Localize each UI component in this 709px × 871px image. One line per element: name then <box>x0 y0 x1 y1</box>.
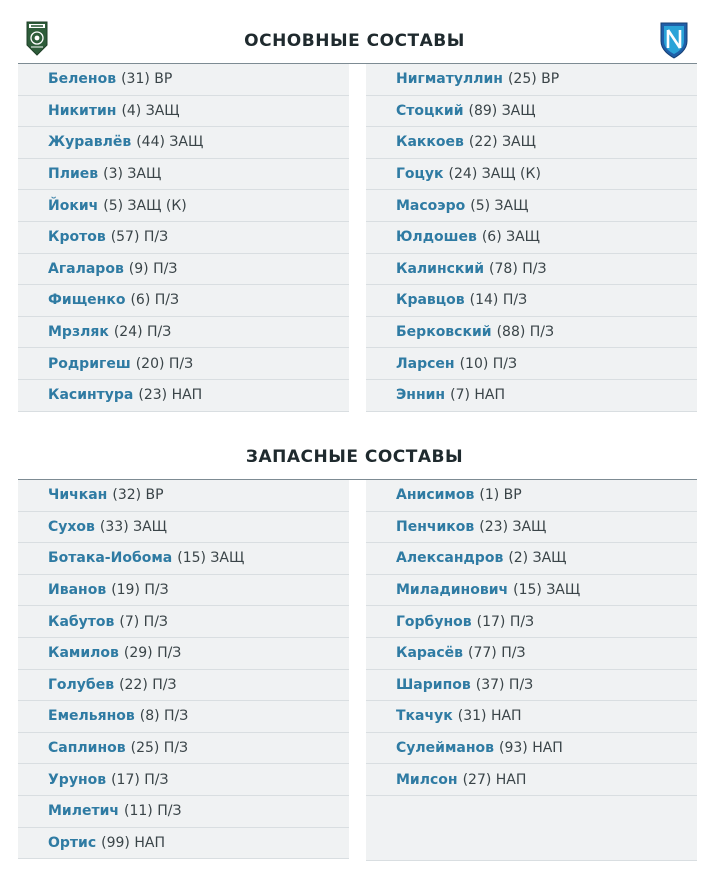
player-number-position: (7) П/З <box>119 613 168 630</box>
player-number-position: (6) ЗАЩ <box>481 229 540 246</box>
player-name[interactable]: Кротов <box>48 229 106 246</box>
player-number-position: (10) П/З <box>459 355 517 372</box>
player-row <box>18 733 349 765</box>
player-name[interactable]: Плиев <box>48 166 99 183</box>
player-row <box>18 380 349 412</box>
player-name[interactable]: Шарипов <box>396 676 471 693</box>
substitutes-away-list <box>366 480 697 861</box>
player-name[interactable]: Емельянов <box>48 708 135 725</box>
player-name[interactable]: Пенчиков <box>396 518 475 535</box>
player-name[interactable]: Чичкан <box>48 487 108 504</box>
player-row <box>366 701 697 733</box>
player-name[interactable]: Карасёв <box>396 645 464 662</box>
player-number-position: (31) НАП <box>457 708 522 725</box>
player-number-position: (93) НАП <box>499 740 563 757</box>
player-number-position: (2) ЗАЩ <box>508 550 567 567</box>
player-number-position: (32) ВР <box>112 487 164 504</box>
player-row <box>366 638 697 670</box>
player-number-position: (22) П/З <box>119 676 177 693</box>
player-row <box>366 670 697 702</box>
player-row <box>366 733 697 765</box>
player-number-position: (4) ЗАЩ <box>121 102 180 119</box>
player-number-position: (20) П/З <box>135 355 194 372</box>
player-name[interactable]: Касинтура <box>48 387 134 404</box>
player-row <box>366 222 697 254</box>
player-number-position: (15) ЗАЩ <box>177 550 245 567</box>
starting-home-list <box>18 64 349 412</box>
player-number-position: (23) НАП <box>138 387 203 404</box>
player-name[interactable]: Беленов <box>48 71 117 88</box>
player-number-position: (1) ВР <box>479 487 522 504</box>
starting-away-list <box>366 64 697 412</box>
player-name[interactable]: Миладинович <box>396 582 509 599</box>
player-name[interactable]: Сулейманов <box>396 740 494 757</box>
player-name[interactable]: Кабутов <box>48 613 115 630</box>
player-number-position: (8) П/З <box>139 708 189 725</box>
player-row <box>18 222 349 254</box>
player-number-position: (88) П/З <box>496 324 555 341</box>
player-number-position: (14) П/З <box>469 292 528 309</box>
player-name[interactable]: Журавлёв <box>48 134 132 151</box>
player-number-position: (24) ЗАЩ (К) <box>448 166 541 183</box>
player-row <box>18 254 349 286</box>
player-row <box>366 606 697 638</box>
player-name[interactable]: Александров <box>396 550 504 567</box>
player-name[interactable]: Ларсен <box>396 355 455 372</box>
player-name[interactable]: Эннин <box>396 387 446 404</box>
player-number-position: (23) ЗАЩ <box>479 518 547 535</box>
player-row <box>18 543 349 575</box>
player-row <box>18 512 349 544</box>
player-name[interactable]: Горбунов <box>396 613 472 630</box>
player-row <box>366 254 697 286</box>
player-name[interactable]: Сухов <box>48 518 95 535</box>
player-name[interactable]: Иванов <box>48 582 107 599</box>
player-number-position: (31) ВР <box>121 71 173 88</box>
substitutes-home-list <box>18 480 349 859</box>
player-row <box>18 480 349 512</box>
player-number-position: (25) ВР <box>507 71 560 88</box>
player-number-position: (37) П/З <box>475 676 534 693</box>
starting-lineups-title: ОСНОВНЫЕ СОСТАВЫ <box>244 31 465 51</box>
player-number-position: (6) П/З <box>130 292 179 309</box>
empty-row <box>366 796 697 861</box>
player-row <box>18 64 349 96</box>
player-row <box>18 317 349 349</box>
player-row <box>366 764 697 796</box>
player-row <box>366 159 697 191</box>
player-number-position: (25) П/З <box>130 740 189 757</box>
player-row <box>18 670 349 702</box>
player-row <box>18 96 349 128</box>
player-number-position: (89) ЗАЩ <box>468 102 536 119</box>
player-row <box>18 764 349 796</box>
player-name[interactable]: Юлдошев <box>396 229 477 246</box>
player-row <box>18 796 349 828</box>
player-row <box>366 348 697 380</box>
player-row <box>18 575 349 607</box>
player-number-position: (7) НАП <box>450 387 506 404</box>
player-name[interactable]: Камилов <box>48 645 119 662</box>
player-number-position: (77) П/З <box>468 645 526 662</box>
player-number-position: (22) ЗАЩ <box>468 134 536 151</box>
player-row <box>366 64 697 96</box>
player-row <box>366 575 697 607</box>
player-name[interactable]: Милсон <box>396 771 458 788</box>
player-row <box>366 190 697 222</box>
player-name[interactable]: Ортис <box>48 834 97 851</box>
player-number-position: (17) П/З <box>476 613 535 630</box>
player-number-position: (29) П/З <box>123 645 182 662</box>
player-name[interactable]: Агаларов <box>48 260 124 277</box>
player-number-position: (57) П/З <box>110 229 169 246</box>
player-row <box>366 480 697 512</box>
player-number-position: (19) П/З <box>111 582 169 599</box>
player-name[interactable]: Ткачук <box>396 708 453 725</box>
player-name[interactable]: Масоэро <box>396 197 466 214</box>
player-name[interactable]: Ботака-Иобома <box>48 550 173 567</box>
player-name[interactable]: Йокич <box>48 197 99 214</box>
player-number-position: (15) ЗАЩ <box>513 582 581 599</box>
player-number-position: (5) ЗАЩ (К) <box>103 197 187 214</box>
player-row <box>366 380 697 412</box>
player-row <box>18 285 349 317</box>
player-row <box>366 127 697 159</box>
player-name[interactable]: Стоцкий <box>396 102 464 119</box>
player-number-position: (9) П/З <box>128 260 178 277</box>
player-name[interactable]: Кравцов <box>396 292 465 309</box>
player-number-position: (24) П/З <box>113 324 172 341</box>
player-name[interactable]: Каккоев <box>396 134 464 151</box>
player-number-position: (11) П/З <box>124 803 182 820</box>
player-row <box>18 701 349 733</box>
player-name[interactable]: Родригеш <box>48 355 131 372</box>
player-row <box>366 543 697 575</box>
player-row <box>18 606 349 638</box>
player-name[interactable]: Калинский <box>396 260 485 277</box>
player-number-position: (78) П/З <box>489 260 547 277</box>
player-row <box>366 317 697 349</box>
player-row <box>18 638 349 670</box>
player-row <box>366 512 697 544</box>
player-number-position: (17) П/З <box>111 771 169 788</box>
player-row <box>18 190 349 222</box>
player-name[interactable]: Урунов <box>48 771 107 788</box>
player-number-position: (5) ЗАЩ <box>470 197 529 214</box>
player-name[interactable]: Фищенко <box>48 292 126 309</box>
player-number-position: (99) НАП <box>101 834 165 851</box>
player-name[interactable]: Милетич <box>48 803 120 820</box>
player-row <box>18 127 349 159</box>
player-row <box>18 159 349 191</box>
player-name[interactable]: Никитин <box>48 102 117 119</box>
player-name[interactable]: Мрзляк <box>48 324 109 341</box>
player-name[interactable]: Нигматуллин <box>396 71 503 88</box>
player-name[interactable]: Берковский <box>396 324 492 341</box>
player-row <box>18 348 349 380</box>
player-name[interactable]: Голубев <box>48 676 115 693</box>
player-row <box>366 285 697 317</box>
player-number-position: (27) НАП <box>462 771 527 788</box>
player-row <box>18 828 349 860</box>
substitutes-title: ЗАПАСНЫЕ СОСТАВЫ <box>245 447 464 467</box>
player-name[interactable]: Саплинов <box>48 740 126 757</box>
player-name[interactable]: Гоцук <box>396 166 444 183</box>
player-number-position: (44) ЗАЩ <box>136 134 204 151</box>
player-name[interactable]: Анисимов <box>396 487 475 504</box>
player-number-position: (33) ЗАЩ <box>99 518 167 535</box>
player-number-position: (3) ЗАЩ <box>103 166 162 183</box>
player-row <box>366 96 697 128</box>
